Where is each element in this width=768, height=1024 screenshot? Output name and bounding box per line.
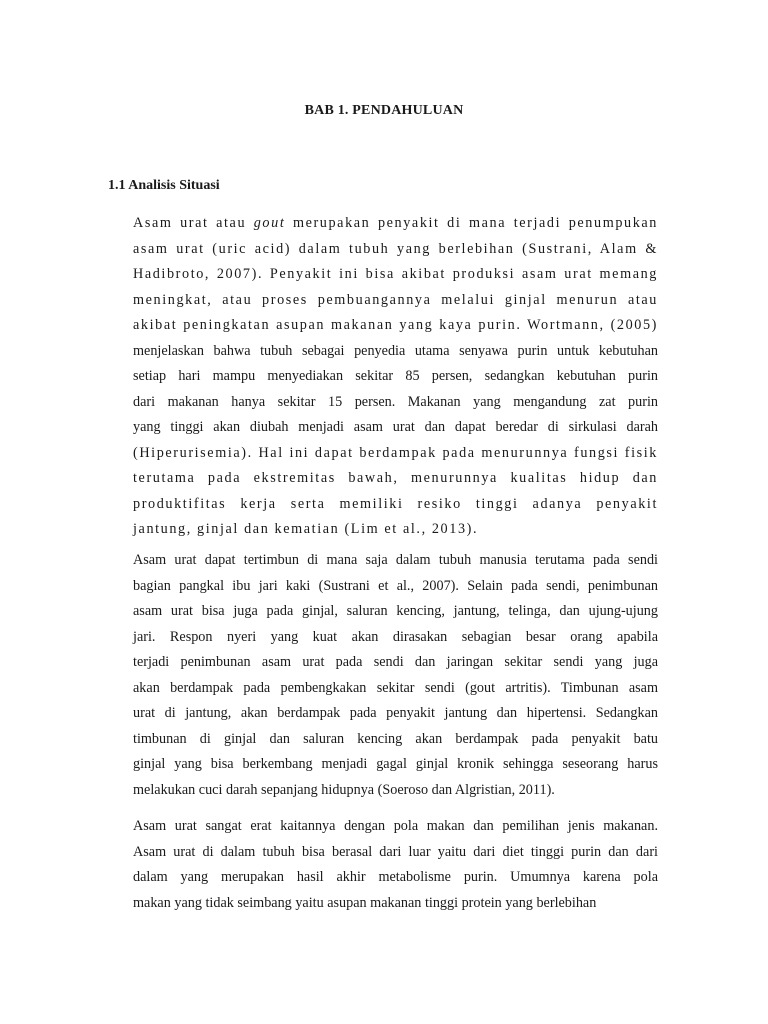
text-line: akibat peningkatan asupan makanan yang kaya purin. Wortmann, (2005) [133,317,658,333]
text-line: dari makanan hanya sekitar 15 persen. Makanan yang mengandung zat purin [133,393,658,410]
text-line: Hadibroto, 2007). Penyakit ini bisa akibat produksi asam urat memang [133,266,658,282]
text-run: merupakan penyakit di mana terjadi penumpukan [285,215,658,231]
text-line: Asam urat di dalam tubuh bisa berasal dari luar yaitu dari diet tinggi purin dan dari [133,843,658,860]
text-line: menjelaskan bahwa tubuh sebagai penyedia utama senyawa purin untuk kebutuhan [133,342,658,359]
text-line: bagian pangkal ibu jari kaki (Sustrani et al., 2007). Selain pada sendi, penimbunan [133,577,658,594]
text-line: makan yang tidak seimbang yaitu asupan makanan tinggi protein yang berlebihan [133,894,597,911]
text-line: (Hiperurisemia). Hal ini dapat berdampak pada menurunnya fungsi fisik [133,444,658,461]
text-line: yang tinggi akan diubah menjadi asam urat dan dapat beredar di sirkulasi darah [133,419,658,435]
section-title: 1.1 Analisis Situasi [108,178,220,193]
text-line: jantung, ginjal dan kematian (Lim et al., 2013). [133,521,479,537]
text-line: ginjal yang bisa berkembang menjadi gagal ginjal kronik sehingga seseorang harus [133,756,658,772]
text-line: produktifitas kerja serta memiliki resiko tinggi adanya penyakit [133,495,658,512]
text-line: meningkat, atau proses pembuangannya melalui ginjal menurun atau [133,291,658,308]
text-line: asam urat bisa juga pada ginjal, saluran kencing, jantung, telinga, dan ujung-ujung [133,603,658,619]
paragraph-1 [133,211,658,543]
text-line: terjadi penimbunan asam urat pada sendi dan jaringan sekitar sendi yang juga [133,654,658,670]
text-line: akan berdampak pada pembengkakan sekitar sendi (gout artritis). Timbunan asam [133,679,658,696]
chapter-title: BAB 1. PENDAHULUAN [304,103,464,118]
text-line [133,211,658,237]
text-line: melakukan cuci darah sepanjang hidupnya (Soeroso dan Algristian, 2011). [133,781,555,798]
text-run: Asam urat atau [133,215,254,231]
paragraph-3 [133,814,658,916]
text-line: timbunan di ginjal dan saluran kencing akan berdampak pada penyakit batu [133,730,658,747]
text-line: terutama pada ekstremitas bawah, menurunnya kualitas hidup dan [133,470,658,486]
paragraph-2 [133,548,658,803]
text-line: Asam urat sangat erat kaitannya dengan pola makan dan pemilihan jenis makanan. [133,818,658,834]
text-line: jari. Respon nyeri yang kuat akan dirasakan sebagian besar orang apabila [133,628,658,645]
text-line: dalam yang merupakan hasil akhir metabolisme purin. Umumnya karena pola [133,869,658,885]
text-line: asam urat (uric acid) dalam tubuh yang berlebihan (Sustrani, Alam & [133,240,658,257]
text-line: setiap hari mampu menyediakan sekitar 85 persen, sedangkan kebutuhan purin [133,368,658,384]
italic-term: gout [253,215,286,231]
text-line: Asam urat dapat tertimbun di mana saja dalam tubuh manusia terutama pada sendi [133,552,658,568]
text-line: urat di jantung, akan berdampak pada penyakit jantung dan hipertensi. Sedangkan [133,705,658,721]
